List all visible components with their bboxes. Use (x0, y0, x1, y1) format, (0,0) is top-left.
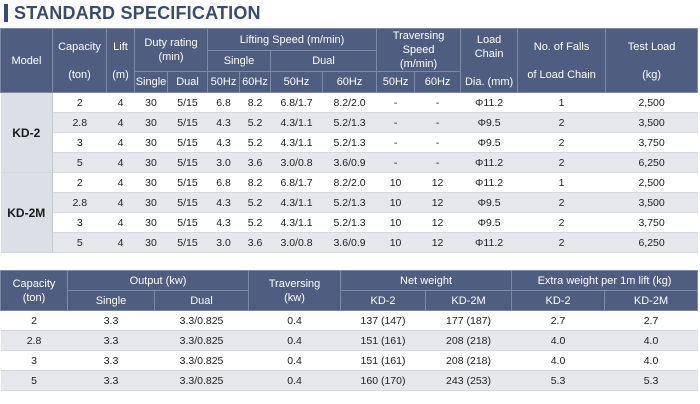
header-falls: No. of Falls of Load Chain (518, 29, 606, 93)
header-capacity: Capacity (ton) (53, 29, 107, 93)
spec-cell: 4.3/1.1 (271, 213, 323, 233)
header-duty-dual: Dual (168, 72, 208, 93)
spec-cell: 5.2 (240, 193, 271, 213)
spec-cell: 4 (107, 113, 135, 133)
spec-row (1, 193, 698, 213)
spec-cell: 4.3 (208, 113, 240, 133)
title-bar (4, 2, 261, 24)
spec-cell: 2 (518, 153, 606, 173)
spec-cell: 6.8 (208, 93, 240, 113)
spec-cell: Φ11.2 (461, 233, 518, 253)
weight-cell: 5.3 (605, 371, 698, 391)
spec-cell: 4.3/1.1 (271, 113, 323, 133)
spec-cell: Φ11.2 (461, 173, 518, 193)
spec-row (1, 113, 698, 133)
weight-cell: 177 (187) (426, 311, 512, 331)
spec-cell: 2 (518, 193, 606, 213)
weight-header-traversing: Traversing (kw) (249, 271, 341, 311)
weight-cell: 5.3 (512, 371, 605, 391)
spec-cell: 8.2/2.0 (323, 173, 377, 193)
specification-table (0, 28, 698, 253)
spec-cell: - (415, 113, 461, 133)
weight-cell: 4.0 (605, 351, 698, 371)
spec-cell: - (377, 113, 415, 133)
spec-cell: 4 (107, 93, 135, 113)
spec-cell: 5/15 (168, 173, 208, 193)
weight-cell: 151 (161) (341, 331, 426, 351)
spec-cell: 4 (107, 213, 135, 233)
spec-cell: 3 (53, 213, 107, 233)
spec-cell: 2 (518, 233, 606, 253)
spec-cell: 5.2 (240, 133, 271, 153)
header-lift: Lift (m) (107, 29, 135, 93)
spec-cell: Φ11.2 (461, 153, 518, 173)
spec-cell: - (415, 133, 461, 153)
spec-cell: 4.3/1.1 (271, 193, 323, 213)
header-trav-50hz: 50Hz (377, 72, 415, 93)
spec-cell: - (377, 153, 415, 173)
weight-header-output-single: Single (68, 291, 155, 311)
weight-table (0, 270, 698, 391)
header-lifting-speed: Lifting Speed (m/min) (208, 29, 377, 51)
weight-cell: 4.0 (512, 351, 605, 371)
weight-cell: 208 (218) (426, 351, 512, 371)
weight-cell: 137 (147) (341, 311, 426, 331)
weight-header-capacity: Capacity (ton) (1, 271, 68, 311)
spec-cell: 3.6 (240, 233, 271, 253)
spec-cell: 4 (107, 133, 135, 153)
header-single-60hz: 60Hz (240, 72, 271, 93)
weight-cell: 3 (1, 351, 68, 371)
spec-cell: 30 (135, 193, 168, 213)
spec-cell: 6,250 (606, 153, 698, 173)
weight-cell: 0.4 (249, 331, 341, 351)
spec-cell: 4.3/1.1 (271, 133, 323, 153)
spec-cell: 4.3 (208, 193, 240, 213)
spec-cell: 2 (518, 113, 606, 133)
weight-cell: 160 (170) (341, 371, 426, 391)
weight-cell: 151 (161) (341, 351, 426, 371)
weight-header-net-kd2m: KD-2M (426, 291, 512, 311)
weight-header-output: Output (kw) (68, 271, 249, 291)
spec-cell: 3.6/0.9 (323, 233, 377, 253)
spec-cell: 30 (135, 233, 168, 253)
spec-cell: 30 (135, 173, 168, 193)
spec-cell: 5/15 (168, 153, 208, 173)
weight-cell: 3.3/0.825 (155, 331, 249, 351)
spec-cell: 8.2 (240, 173, 271, 193)
spec-row (1, 133, 698, 153)
spec-cell: 10 (377, 233, 415, 253)
spec-cell: 2,500 (606, 93, 698, 113)
weight-cell: 2.8 (1, 331, 68, 351)
spec-cell: 4.3 (208, 133, 240, 153)
header-load-chain-dia: Load Chain Dia. (mm) (461, 29, 518, 93)
spec-cell: - (377, 133, 415, 153)
spec-cell: 6,250 (606, 233, 698, 253)
weight-header-extra-weight: Extra weight per 1m lift (kg) (512, 271, 698, 291)
spec-cell: 5/15 (168, 133, 208, 153)
spec-cell: 5.2 (240, 213, 271, 233)
spec-cell: 5.2/1.3 (323, 213, 377, 233)
weight-cell: 0.4 (249, 311, 341, 331)
spec-cell: 5.2 (240, 113, 271, 133)
spec-cell: 3.0 (208, 153, 240, 173)
spec-cell: 8.2/2.0 (323, 93, 377, 113)
spec-cell: Φ9.5 (461, 193, 518, 213)
spec-cell: 2,500 (606, 173, 698, 193)
weight-cell: 3.3/0.825 (155, 311, 249, 331)
spec-cell: 12 (415, 233, 461, 253)
weight-header-output-dual: Dual (155, 291, 249, 311)
title-accent-bar (4, 4, 8, 22)
spec-cell: 5/15 (168, 93, 208, 113)
spec-cell: 30 (135, 213, 168, 233)
spec-cell: 10 (377, 193, 415, 213)
spec-cell: - (415, 93, 461, 113)
weight-row (1, 311, 698, 331)
spec-cell: 2 (53, 93, 107, 113)
spec-row (1, 93, 698, 113)
spec-cell: 3.0/0.8 (271, 233, 323, 253)
header-lifting-dual: Dual (271, 51, 377, 72)
page-title: STANDARD SPECIFICATION (14, 2, 261, 23)
weight-cell: 4.0 (605, 331, 698, 351)
header-duty-rating: Duty rating (min) (135, 29, 208, 72)
spec-cell: - (415, 153, 461, 173)
header-duty-single: Single (135, 72, 168, 93)
spec-cell: 3,750 (606, 133, 698, 153)
spec-cell: 6.8/1.7 (271, 93, 323, 113)
weight-cell: 3.3/0.825 (155, 351, 249, 371)
spec-cell: 5/15 (168, 193, 208, 213)
spec-cell: 30 (135, 93, 168, 113)
spec-cell: 6.8 (208, 173, 240, 193)
weight-cell: 5 (1, 371, 68, 391)
spec-cell: 4.3 (208, 213, 240, 233)
header-trav-60hz: 60Hz (415, 72, 461, 93)
spec-cell: 3 (53, 133, 107, 153)
spec-cell: 3.6/0.9 (323, 153, 377, 173)
spec-cell: 3,500 (606, 193, 698, 213)
weight-cell: 2 (1, 311, 68, 331)
weight-cell: 3.3 (68, 331, 155, 351)
header-model: Model (1, 29, 53, 93)
spec-cell: 3.0/0.8 (271, 153, 323, 173)
spec-cell: 4 (107, 153, 135, 173)
spec-cell: 30 (135, 153, 168, 173)
spec-cell: 2 (518, 213, 606, 233)
spec-cell: 2 (518, 133, 606, 153)
spec-cell: 8.2 (240, 93, 271, 113)
spec-cell: - (377, 93, 415, 113)
weight-cell: 3.3 (68, 351, 155, 371)
weight-cell: 243 (253) (426, 371, 512, 391)
spec-cell: 6.8/1.7 (271, 173, 323, 193)
spec-cell: 5/15 (168, 233, 208, 253)
spec-cell: 10 (377, 213, 415, 233)
weight-row (1, 331, 698, 351)
weight-cell: 0.4 (249, 371, 341, 391)
spec-cell: 30 (135, 113, 168, 133)
spec-cell: 3.0 (208, 233, 240, 253)
header-traversing-speed: Traversing Speed (m/min) (377, 29, 461, 72)
spec-cell: 2.8 (53, 193, 107, 213)
spec-row (1, 213, 698, 233)
spec-cell: 5.2/1.3 (323, 133, 377, 153)
spec-cell: 12 (415, 193, 461, 213)
spec-cell: Φ9.5 (461, 133, 518, 153)
weight-cell: 4.0 (512, 331, 605, 351)
weight-cell: 2.7 (512, 311, 605, 331)
spec-cell: 2.8 (53, 113, 107, 133)
spec-cell: 3,750 (606, 213, 698, 233)
spec-cell: 5.2/1.3 (323, 193, 377, 213)
weight-cell: 2.7 (605, 311, 698, 331)
weight-header-net-kd2: KD-2 (341, 291, 426, 311)
weight-row (1, 351, 698, 371)
spec-cell: 5 (53, 233, 107, 253)
spec-cell: 3,500 (606, 113, 698, 133)
weight-header-net-weight: Net weight (341, 271, 512, 291)
spec-cell: 10 (377, 173, 415, 193)
spec-cell: 1 (518, 173, 606, 193)
weight-cell: 0.4 (249, 351, 341, 371)
spec-cell: 12 (415, 213, 461, 233)
model-cell: KD-2M (1, 173, 53, 253)
spec-cell: Φ9.5 (461, 213, 518, 233)
header-test-load: Test Load (kg) (606, 29, 698, 93)
spec-cell: 12 (415, 173, 461, 193)
spec-cell: 5.2/1.3 (323, 113, 377, 133)
spec-cell: Φ11.2 (461, 93, 518, 113)
weight-header-extra-kd2: KD-2 (512, 291, 605, 311)
spec-cell: 4 (107, 173, 135, 193)
spec-cell: 4 (107, 193, 135, 213)
spec-cell: 5/15 (168, 113, 208, 133)
header-dual-60hz: 60Hz (323, 72, 377, 93)
spec-cell: Φ9.5 (461, 113, 518, 133)
spec-row (1, 173, 698, 193)
spec-cell: 3.6 (240, 153, 271, 173)
header-single-50hz: 50Hz (208, 72, 240, 93)
spec-cell: 2 (53, 173, 107, 193)
spec-row (1, 233, 698, 253)
weight-cell: 3.3 (68, 371, 155, 391)
weight-header-extra-kd2m: KD-2M (605, 291, 698, 311)
spec-row (1, 153, 698, 173)
weight-row (1, 371, 698, 391)
spec-cell: 5/15 (168, 213, 208, 233)
spec-cell: 30 (135, 133, 168, 153)
header-lifting-single: Single (208, 51, 271, 72)
model-cell: KD-2 (1, 93, 53, 173)
spec-cell: 4 (107, 233, 135, 253)
weight-cell: 208 (218) (426, 331, 512, 351)
spec-cell: 5 (53, 153, 107, 173)
weight-cell: 3.3/0.825 (155, 371, 249, 391)
weight-cell: 3.3 (68, 311, 155, 331)
header-dual-50hz: 50Hz (271, 72, 323, 93)
spec-cell: 1 (518, 93, 606, 113)
